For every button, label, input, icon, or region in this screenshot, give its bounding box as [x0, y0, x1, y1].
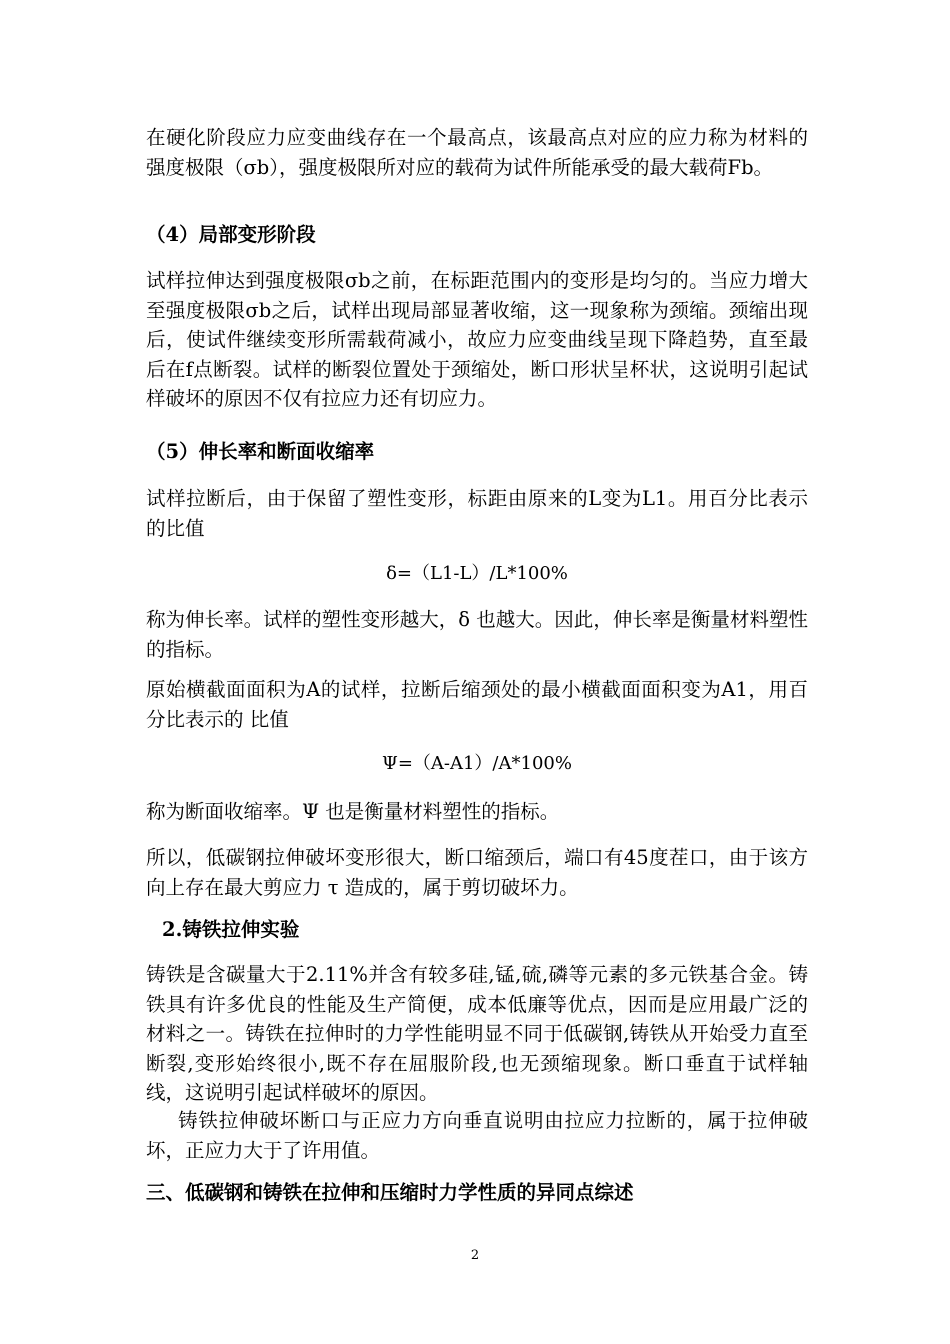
paragraph-necking: 试样拉伸达到强度极限σb之前，在标距范围内的变形是均匀的。当应力增大至强度极限σb之后，试样出现局部显著收缩，这一现象称为颈缩。颈缩出现后，使试件继续变形所需载荷减小，故应力应变曲线呈现下降趋势，直至最后在f点断裂。试样的断裂位置处于颈缩处，断口形状呈杯状，这说明引起试样破坏的原因不仅有拉应力还有切应力。	[146, 269, 808, 410]
paragraph-shear-failure: 所以，低碳钢拉伸破坏变形很大，断口缩颈后，端口有45度茬口，由于该方向上存在最大剪应力 τ 造成的，属于剪切破坏力。	[146, 846, 808, 899]
paragraph-cast-iron-failure: 铸铁拉伸破坏断口与正应力方向垂直说明由拉应力拉断的，属于拉伸破坏，正应力大于了许用值。	[146, 1109, 808, 1162]
formula-elongation: δ=（L1-L）/L*100%	[386, 563, 568, 584]
heading-local-deformation: （4）局部变形阶段	[146, 223, 316, 246]
heading-section-three: 三、低碳钢和铸铁在拉伸和压缩时力学性质的异同点综述	[146, 1181, 634, 1204]
page-number: 2	[470, 1248, 480, 1263]
formula-area-reduction: Ψ=（A-A1）/A*100%	[382, 753, 572, 774]
paragraph-elongation-definition: 称为伸长率。试样的塑性变形越大，δ 也越大。因此，伸长率是衡量材料塑性的指标。	[146, 608, 808, 661]
heading-cast-iron: 2.铸铁拉伸实验	[162, 918, 300, 941]
paragraph-area-reduction-intro: 原始横截面面积为A的试样，拉断后缩颈处的最小横截面面积变为A1，用百分比表示的 比值	[146, 678, 808, 731]
paragraph-strength-limit: 在硬化阶段应力应变曲线存在一个最高点，该最高点对应的应力称为材料的强度极限（σb），强度极限所对应的载荷为试件所能承受的最大载荷Fb。	[146, 126, 808, 179]
paragraph-cast-iron: 铸铁是含碳量大于2.11%并含有较多硅,锰,硫,磷等元素的多元铁基合金。铸铁具有许多优良的性能及生产简便，成本低廉等优点，因而是应用最广泛的材料之一。铸铁在拉伸时的力学性能明显不同于低碳钢,铸铁从开始受力直至断裂,变形始终很小,既不存在屈服阶段,也无颈缩现象。断口垂直于试样轴线，这说明引起试样破坏的原因。	[146, 963, 808, 1104]
paragraph-elongation-intro: 试样拉断后，由于保留了塑性变形，标距由原来的L变为L1。用百分比表示的比值	[146, 487, 808, 540]
heading-elongation: （5）伸长率和断面收缩率	[146, 440, 375, 463]
paragraph-area-reduction-definition: 称为断面收缩率。Ψ 也是衡量材料塑性的指标。	[146, 800, 560, 823]
